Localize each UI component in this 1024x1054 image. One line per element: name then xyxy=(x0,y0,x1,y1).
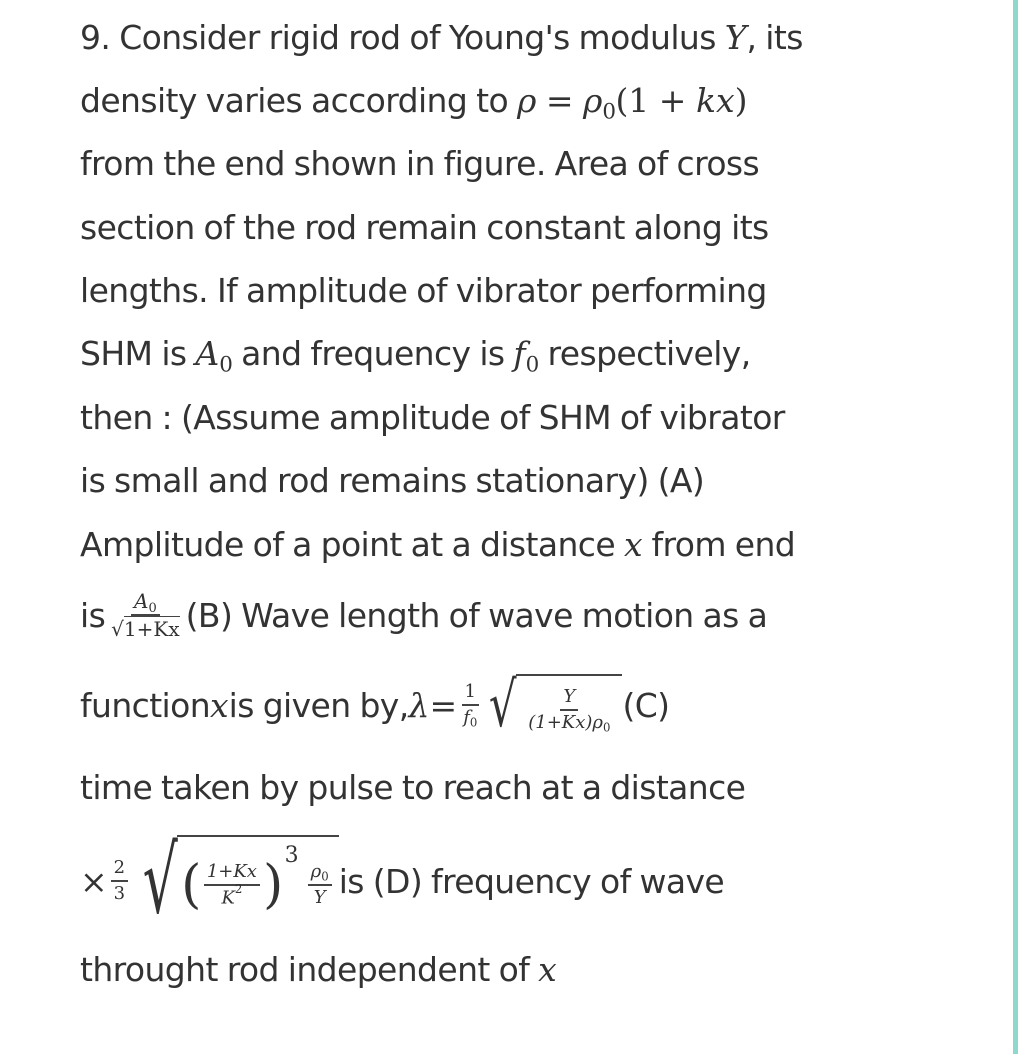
question-line-12: time taken by pulse to reach at a distance xyxy=(80,768,746,807)
question-line-4: section of the rod remain constant along its xyxy=(80,208,769,247)
question-line-3: from the end shown in figure. Area of cross xyxy=(80,144,760,183)
math-A0: A xyxy=(195,334,220,373)
math-lambda: λ xyxy=(408,685,430,725)
question-line-13: × $\frac{2}{3}$ √ ( $\frac{1+Kx}{K^2}$ ) 3 $\frac{\rho_0}{Y}$ is (D) frequency of wave xyxy=(80,827,725,934)
sqrt-wavelength: √ $\frac{Y}{(1+Kx)\rho_0}$ xyxy=(483,674,622,736)
sqrt-time: √ ( $\frac{1+Kx}{K^2}$ ) 3 $\frac{\rho_0}{Y}$ xyxy=(131,835,339,927)
math-f0: f xyxy=(513,334,526,373)
math-Y: Y xyxy=(724,18,747,57)
math-rho: ρ xyxy=(516,81,537,120)
question-number: 9. xyxy=(80,18,111,57)
question-line-7: then : (Assume amplitude of SHM of vibrator xyxy=(80,398,785,437)
one-over-f0: $\frac{1}{f_0}$ xyxy=(463,681,478,730)
question-line-6: SHM is $A_0$ and frequency is $f_0$ respectively, xyxy=(80,334,751,378)
question-line-10: is $\frac{A_0}{√1+Kx}$ (B) Wave length of wave motion as a xyxy=(80,589,768,641)
question-line-9: Amplitude of a point at a distance x from end xyxy=(80,525,796,564)
accent-bar xyxy=(1013,0,1018,1054)
amplitude-fraction: $\frac{A_0}{√1+Kx}$ xyxy=(111,589,180,641)
question-line-11: function x is given by, λ = $\frac{1}{f_0}$ √ $\frac{Y}{(1+Kx)\rho_0}$ (C) xyxy=(80,668,670,741)
question-line-2: density varies according to $\rho = \rho_0(1 + kx)$ xyxy=(80,81,748,125)
question-line-5: lengths. If amplitude of vibrator performing xyxy=(80,271,767,310)
question-line-8: is small and rod remains stationary) (A) xyxy=(80,461,705,500)
two-thirds: $\frac{2}{3}$ xyxy=(111,859,128,903)
question-line-14: throught rod independent of x xyxy=(80,950,557,989)
question-line-1: 9. Consider rigid rod of Young's modulus Y, its xyxy=(80,18,803,57)
